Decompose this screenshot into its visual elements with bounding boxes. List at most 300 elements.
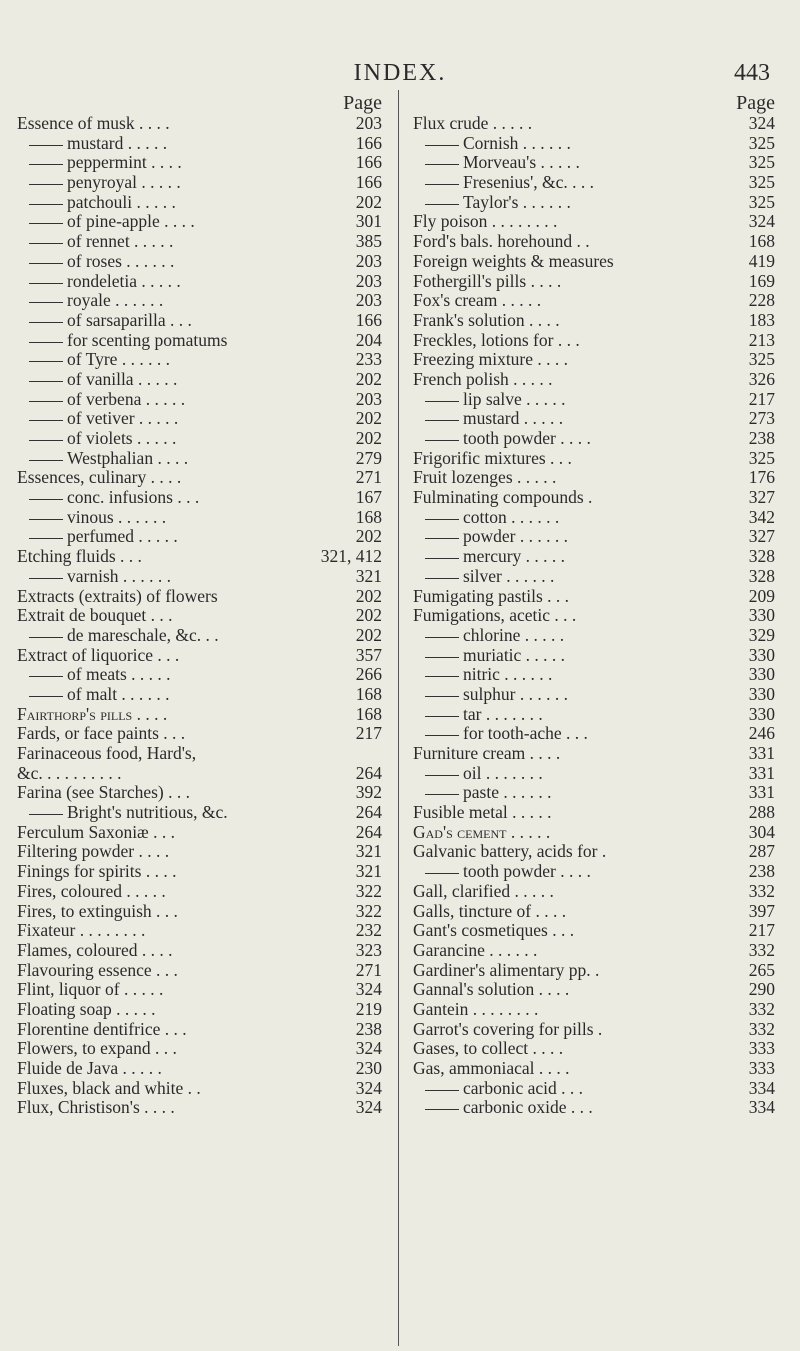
index-entry: [413, 1098, 775, 1118]
ditto-dash: [29, 538, 63, 539]
entry-page: 203: [355, 250, 382, 271]
entry-text: Extrait de bouquet . . .: [17, 605, 173, 626]
entry-text: Fires, to extinguish . . .: [17, 900, 178, 921]
ditto-dash: [29, 696, 63, 697]
ditto-dash: [29, 460, 63, 461]
entry-page: 329: [748, 624, 775, 645]
entry-page: 287: [748, 841, 775, 862]
entry-text: Bright's nutritious, &c.: [67, 802, 228, 823]
index-entry: [17, 980, 382, 1000]
index-entry: [413, 744, 775, 764]
entry-text: of vetiver . . . . .: [67, 408, 179, 429]
entry-text: Fresenius', &c. . . .: [463, 172, 594, 193]
entry-text: conc. infusions . . .: [67, 487, 200, 508]
index-entry: [413, 862, 775, 882]
ditto-dash: [425, 1109, 459, 1110]
entry-text: Fluide de Java . . . . .: [17, 1058, 162, 1078]
index-entry: [17, 232, 382, 252]
entry-text: cotton . . . . . .: [463, 506, 560, 527]
ditto-dash: [29, 440, 63, 441]
entry-text: Fumigating pastils . . .: [413, 585, 570, 606]
index-entry: [17, 1000, 382, 1020]
entry-page: 331: [748, 743, 775, 763]
index-entry: [413, 212, 775, 232]
ditto-dash: [425, 558, 459, 559]
entry-page: 330: [748, 683, 775, 704]
entry-text: Fox's cream . . . . .: [413, 290, 542, 311]
index-entry: [413, 1079, 775, 1099]
index-entry: [17, 626, 382, 646]
entry-text: Ferculum Saxoniæ . . .: [17, 821, 175, 842]
entry-text: Fards, or face paints . . .: [17, 723, 186, 744]
entry-page: 264: [355, 802, 382, 823]
index-entry: [413, 882, 775, 902]
entry-text: of Tyre . . . . . .: [67, 349, 170, 370]
ditto-dash: [425, 538, 459, 539]
entry-page: 166: [355, 132, 382, 153]
index-entry: [413, 468, 775, 488]
entry-page: 334: [748, 1097, 775, 1118]
ditto-dash: [29, 361, 63, 362]
entry-text: Gad's cement . . . . .: [413, 821, 551, 842]
entry-text: sulphur . . . . . .: [463, 683, 568, 704]
entry-text: Garrot's covering for pills .: [413, 1018, 603, 1039]
ditto-dash: [29, 243, 63, 244]
entry-text: Finings for spirits . . . .: [17, 861, 177, 882]
index-entry: [413, 193, 775, 213]
entry-text: Taylor's . . . . . .: [463, 191, 571, 212]
entry-text: Freckles, lotions for . . .: [413, 329, 580, 350]
entry-page: 330: [748, 703, 775, 724]
index-entry: [413, 291, 775, 311]
entry-page: 330: [748, 664, 775, 685]
index-entry: [17, 685, 382, 705]
index-entry: [413, 764, 775, 784]
entry-page: 168: [355, 683, 382, 704]
entry-page: 183: [748, 309, 775, 330]
entry-text: de mareschale, &c. . .: [67, 624, 219, 645]
entry-text: of sarsaparilla . . .: [67, 309, 192, 330]
entry-text: Gases, to collect . . . .: [413, 1038, 564, 1059]
entry-page: 328: [748, 546, 775, 567]
entry-page: 333: [748, 1038, 775, 1059]
ditto-dash: [425, 578, 459, 579]
entry-text: penyroyal . . . . .: [67, 172, 181, 193]
entry-page: 324: [748, 113, 775, 133]
index-entry: [413, 980, 775, 1000]
index-entry: [413, 114, 775, 134]
entry-page: 333: [748, 1058, 775, 1078]
ditto-dash: [425, 204, 459, 205]
entry-page: 264: [355, 762, 382, 783]
entry-page: 271: [355, 959, 382, 980]
entry-text: Ford's bals. horehound . .: [413, 231, 590, 252]
index-entry: [17, 134, 382, 154]
entry-text: mustard . . . . .: [67, 132, 168, 153]
index-entry: [17, 1020, 382, 1040]
index-entry: [413, 1000, 775, 1020]
entry-page: 279: [355, 447, 382, 468]
index-entry: [17, 842, 382, 862]
index-entry: [413, 941, 775, 961]
index-entry: [413, 350, 775, 370]
entry-text: French polish . . . . .: [413, 368, 553, 389]
index-entry: [413, 567, 775, 587]
index-entry: [17, 587, 382, 607]
entry-page: 202: [355, 526, 382, 547]
index-entry: [17, 744, 382, 764]
entry-text: Gant's cosmetiques . . .: [413, 920, 575, 941]
entry-text: Freezing mixture . . . .: [413, 349, 569, 370]
index-entry: [413, 921, 775, 941]
index-entry: [413, 488, 775, 508]
entry-page: 230: [355, 1058, 382, 1078]
ditto-dash: [425, 401, 459, 402]
index-entry: [17, 646, 382, 666]
index-entry: [413, 527, 775, 547]
entry-page: 321: [355, 841, 382, 862]
ditto-dash: [425, 794, 459, 795]
entry-page: 332: [748, 1018, 775, 1039]
ditto-dash: [29, 283, 63, 284]
ditto-dash: [29, 164, 63, 165]
entry-text: Essence of musk . . . .: [17, 113, 170, 133]
index-column-right: [413, 90, 775, 1118]
index-entry: [413, 508, 775, 528]
entry-page: 217: [748, 388, 775, 409]
index-entry: [413, 232, 775, 252]
index-entry: [17, 173, 382, 193]
ditto-dash: [29, 223, 63, 224]
ditto-dash: [29, 342, 63, 343]
index-entry: [413, 902, 775, 922]
ditto-dash: [29, 420, 63, 421]
entry-page: 203: [355, 113, 382, 133]
column-divider: [398, 90, 399, 1346]
entry-text: Florentine dentifrice . . .: [17, 1018, 187, 1039]
entry-page: 324: [748, 211, 775, 232]
entry-page: 202: [355, 191, 382, 212]
entry-text: Fruit lozenges . . . . .: [413, 467, 557, 488]
index-entry: [413, 606, 775, 626]
index-entry: [17, 823, 382, 843]
index-entry: [413, 961, 775, 981]
ditto-dash: [29, 578, 63, 579]
entry-text: Filtering powder . . . .: [17, 841, 170, 862]
index-entry: [413, 173, 775, 193]
entry-text: Flux crude . . . . .: [413, 113, 533, 133]
ditto-dash: [425, 1090, 459, 1091]
entry-page: 327: [748, 487, 775, 508]
entry-page: 203: [355, 270, 382, 291]
entry-text: Furniture cream . . . .: [413, 743, 561, 763]
index-entry: [413, 823, 775, 843]
ditto-dash: [29, 676, 63, 677]
entry-text: vinous . . . . . .: [67, 506, 167, 527]
entry-text: Fumigations, acetic . . .: [413, 605, 577, 626]
index-entry: [413, 783, 775, 803]
index-entry: [413, 626, 775, 646]
entry-page: 168: [355, 506, 382, 527]
entry-page: 166: [355, 152, 382, 173]
entry-page: 324: [355, 979, 382, 1000]
entry-text: patchouli . . . . .: [67, 191, 176, 212]
index-entry: [17, 193, 382, 213]
entry-text: royale . . . . . .: [67, 290, 164, 311]
entry-text: Westphalian . . . .: [67, 447, 189, 468]
entry-text: of roses . . . . . .: [67, 250, 175, 271]
entry-text: Flint, liquor of . . . . .: [17, 979, 164, 1000]
entry-page: 331: [748, 762, 775, 783]
entry-text: perfumed . . . . .: [67, 526, 178, 547]
index-entry: [17, 783, 382, 803]
entry-text: for tooth-ache . . .: [463, 723, 588, 744]
entry-text: lip salve . . . . .: [463, 388, 566, 409]
index-entry: [17, 961, 382, 981]
entry-page: 219: [355, 998, 382, 1019]
entry-text: muriatic . . . . .: [463, 644, 566, 665]
entry-page: 265: [748, 959, 775, 980]
entry-text: Fothergill's pills . . . .: [413, 270, 562, 291]
entry-text: carbonic oxide . . .: [463, 1097, 593, 1118]
entry-text: of violets . . . . .: [67, 428, 177, 448]
entry-text: Flames, coloured . . . .: [17, 939, 173, 960]
ditto-dash: [425, 519, 459, 520]
index-entry: [17, 350, 382, 370]
entry-text: Cornish . . . . . .: [463, 132, 571, 153]
entry-page: 168: [355, 703, 382, 724]
index-entry: [413, 1039, 775, 1059]
entry-page: 325: [748, 172, 775, 193]
entry-text: mercury . . . . .: [463, 546, 566, 567]
entry-page: 202: [355, 428, 382, 448]
index-entry: [17, 547, 382, 567]
index-entry: [17, 252, 382, 272]
entry-text: silver . . . . . .: [463, 565, 555, 586]
index-entry: [17, 390, 382, 410]
entry-text: tooth powder . . . .: [463, 428, 591, 448]
entry-page: 246: [748, 723, 775, 744]
entry-page: 325: [748, 132, 775, 153]
index-entry: [17, 882, 382, 902]
ditto-dash: [425, 696, 459, 697]
index-entry: [413, 449, 775, 469]
entry-text: of meats . . . . .: [67, 664, 171, 685]
entry-page: 202: [355, 368, 382, 389]
entry-page: 322: [355, 900, 382, 921]
entry-page: 326: [748, 368, 775, 389]
index-entry: [17, 429, 382, 449]
index-entry: [17, 331, 382, 351]
entry-page: 304: [748, 821, 775, 842]
entry-page: 176: [748, 467, 775, 488]
entry-text: Galls, tincture of . . . .: [413, 900, 567, 921]
ditto-dash: [425, 145, 459, 146]
index-entry: [413, 1059, 775, 1079]
ditto-dash: [425, 735, 459, 736]
entry-text: powder . . . . . .: [463, 526, 568, 547]
entry-page: 203: [355, 290, 382, 311]
entry-page: 321: [355, 861, 382, 882]
entry-text: Floating soap . . . . .: [17, 998, 156, 1019]
entry-page: 202: [355, 605, 382, 626]
entry-page: 202: [355, 624, 382, 645]
entry-page: 324: [355, 1077, 382, 1098]
ditto-dash: [425, 440, 459, 441]
running-title: INDEX.: [353, 60, 447, 86]
entry-page: 321, 412: [320, 546, 382, 567]
ditto-dash: [29, 302, 63, 303]
entry-text: mustard . . . . .: [463, 408, 564, 429]
ditto-dash: [29, 145, 63, 146]
entry-text: Extract of liquorice . . .: [17, 644, 180, 665]
index-entry: [17, 311, 382, 331]
entry-page: 397: [748, 900, 775, 921]
entry-text: of pine-apple . . . .: [67, 211, 195, 232]
index-entry: [17, 941, 382, 961]
index-entry: [17, 527, 382, 547]
entry-text: Flowers, to expand . . .: [17, 1038, 177, 1059]
entry-text: tar . . . . . . .: [463, 703, 543, 724]
index-entry: [17, 508, 382, 528]
entry-page: 209: [748, 585, 775, 606]
index-entry: [17, 1039, 382, 1059]
entry-text: Farina (see Starches) . . .: [17, 782, 190, 803]
ditto-dash: [425, 657, 459, 658]
entry-text: Etching fluids . . .: [17, 546, 142, 567]
entry-page: 325: [748, 349, 775, 370]
entry-page: 330: [748, 644, 775, 665]
column-heading-label: Page: [343, 92, 382, 114]
index-entry: [413, 705, 775, 725]
ditto-dash: [29, 814, 63, 815]
ditto-dash: [29, 637, 63, 638]
entry-text: Fulminating compounds .: [413, 487, 593, 508]
entry-page: 264: [355, 821, 382, 842]
entry-text: of rennet . . . . .: [67, 231, 174, 252]
entry-page: 169: [748, 270, 775, 291]
entry-page: 325: [748, 447, 775, 468]
entry-page: 238: [748, 861, 775, 882]
entry-page: 290: [748, 979, 775, 1000]
entry-text: Fly poison . . . . . . . .: [413, 211, 558, 232]
entry-page: 334: [748, 1077, 775, 1098]
entry-text: Gannal's solution . . . .: [413, 979, 570, 1000]
index-entry: [17, 724, 382, 744]
entry-page: 322: [355, 880, 382, 901]
entry-text: Gas, ammoniacal . . . .: [413, 1058, 570, 1078]
index-entry: [17, 409, 382, 429]
entry-page: 217: [748, 920, 775, 941]
entry-page: 325: [748, 191, 775, 212]
entry-page: 166: [355, 309, 382, 330]
ditto-dash: [425, 676, 459, 677]
ditto-dash: [29, 381, 63, 382]
entry-text: Fires, coloured . . . . .: [17, 880, 166, 901]
index-entry: [413, 665, 775, 685]
index-entry: [17, 272, 382, 292]
entry-page: 213: [748, 329, 775, 350]
index-entry: [413, 153, 775, 173]
entry-page: 273: [748, 408, 775, 429]
ditto-dash: [425, 873, 459, 874]
index-entry: [17, 764, 382, 784]
entry-text: Extracts (extraits) of flowers: [17, 585, 218, 606]
entry-page: 301: [355, 211, 382, 232]
entry-page: 331: [748, 782, 775, 803]
index-entry: [17, 468, 382, 488]
ditto-dash: [425, 637, 459, 638]
entry-page: 202: [355, 585, 382, 606]
entry-page: 232: [355, 920, 382, 941]
index-entry: [413, 685, 775, 705]
entry-text: carbonic acid . . .: [463, 1077, 584, 1098]
entry-page: 228: [748, 290, 775, 311]
index-entry: [413, 724, 775, 744]
ditto-dash: [425, 716, 459, 717]
entry-text: Galvanic battery, acids for .: [413, 841, 607, 862]
ditto-dash: [29, 401, 63, 402]
column-heading: [17, 90, 382, 114]
entry-text: Flavouring essence . . .: [17, 959, 178, 980]
entry-text: Fluxes, black and white . .: [17, 1077, 201, 1098]
entry-text: chlorine . . . . .: [463, 624, 565, 645]
entry-text: Fusible metal . . . . .: [413, 802, 552, 823]
index-entry: [17, 1079, 382, 1099]
entry-text: of malt . . . . . .: [67, 683, 170, 704]
ditto-dash: [29, 204, 63, 205]
entry-text: &c. . . . . . . . . .: [17, 762, 122, 783]
index-entry: [17, 212, 382, 232]
entry-page: 385: [355, 231, 382, 252]
entry-text: of vanilla . . . . .: [67, 368, 178, 389]
entry-text: Frank's solution . . . .: [413, 309, 560, 330]
entry-text: Fixateur . . . . . . . .: [17, 920, 146, 941]
entry-text: tooth powder . . . .: [463, 861, 591, 882]
entry-text: Fairthorp's pills . . . .: [17, 703, 168, 724]
entry-text: Frigorific mixtures . . .: [413, 447, 572, 468]
entry-page: 168: [748, 231, 775, 252]
ditto-dash: [29, 499, 63, 500]
entry-page: 324: [355, 1038, 382, 1059]
ditto-dash: [425, 184, 459, 185]
entry-text: Essences, culinary . . . .: [17, 467, 182, 488]
entry-page: 342: [748, 506, 775, 527]
entry-text: nitric . . . . . .: [463, 664, 553, 685]
entry-page: 324: [355, 1097, 382, 1118]
entry-page: 217: [355, 723, 382, 744]
entry-page: 203: [355, 388, 382, 409]
entry-text: Foreign weights & measures: [413, 250, 614, 271]
entry-page: 166: [355, 172, 382, 193]
entry-page: 202: [355, 408, 382, 429]
entry-text: oil . . . . . . .: [463, 762, 543, 783]
index-entry: [413, 409, 775, 429]
entry-text: paste . . . . . .: [463, 782, 552, 803]
index-entry: [413, 646, 775, 666]
entry-page: 288: [748, 802, 775, 823]
entry-page: 266: [355, 664, 382, 685]
ditto-dash: [29, 184, 63, 185]
index-entry: [413, 429, 775, 449]
entry-text: Gardiner's alimentary pp. .: [413, 959, 600, 980]
index-entry: [413, 842, 775, 862]
column-heading-label: Page: [736, 92, 775, 114]
entry-text: Garancine . . . . . .: [413, 939, 538, 960]
index-entry: [413, 272, 775, 292]
entry-page: 167: [355, 487, 382, 508]
index-entry: [17, 1059, 382, 1079]
